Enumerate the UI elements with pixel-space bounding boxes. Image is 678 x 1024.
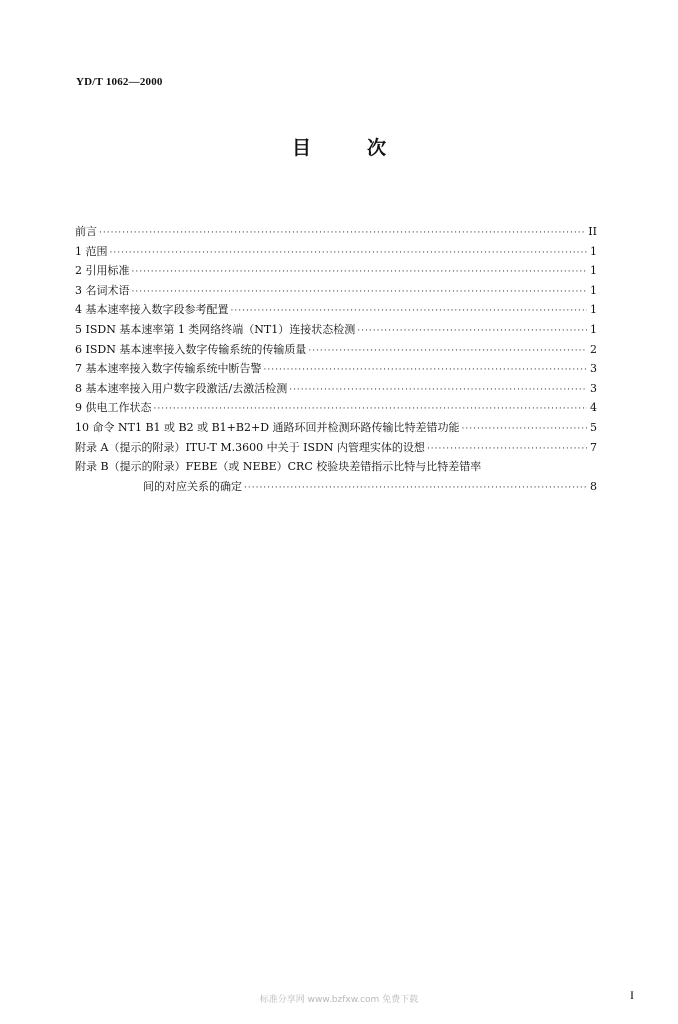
toc-page-number: II: [588, 225, 597, 238]
toc-page-number: 3: [590, 381, 597, 395]
toc-entry-foreword[interactable]: [75, 223, 597, 243]
toc-entry-text: 7 基本速率接入数字传输系统中断告警: [75, 362, 262, 376]
toc-entry-text: 2 引用标准: [75, 264, 130, 278]
toc-page-number: 1: [590, 283, 597, 297]
toc-entry-text: 附录 A（提示的附录）ITU-T M.3600 中关于 ISDN 内管理实体的设想: [75, 440, 425, 454]
toc-page-number: 8: [590, 479, 597, 493]
toc-entry-4[interactable]: [75, 301, 597, 321]
toc-leader-dots: [132, 267, 588, 277]
toc-entry-6[interactable]: [75, 341, 597, 361]
title-part-1: 目: [291, 137, 311, 159]
toc-leader-dots: [357, 326, 587, 336]
toc-leader-dots: [244, 483, 587, 493]
toc-page-number: 7: [590, 440, 597, 454]
toc-leader-dots: [99, 228, 586, 238]
toc-page-number: 1: [590, 303, 597, 317]
toc-leader-dots: [264, 365, 588, 375]
toc-entry-appendix-b[interactable]: [75, 458, 597, 478]
toc-entry-text: 附录 B（提示的附录）FEBE（或 NEBE）CRC 校验块差错指示比特与比特差错率: [75, 460, 482, 474]
toc-entry-9[interactable]: [75, 399, 597, 419]
toc-entry-10[interactable]: [75, 419, 597, 439]
title-part-2: 次: [367, 137, 387, 159]
toc-page-number: 1: [590, 244, 597, 258]
toc-leader-dots: [308, 346, 587, 356]
toc-entry-1[interactable]: [75, 243, 597, 263]
toc-page-number: 5: [590, 420, 597, 434]
toc-entry-appendix-b-continued[interactable]: [75, 478, 597, 498]
toc-entry-text: 间的对应关系的确定: [143, 479, 242, 493]
toc-page-number: 2: [590, 342, 597, 356]
toc-leader-dots: [154, 404, 588, 414]
toc-entry-5[interactable]: [75, 321, 597, 341]
toc-entry-text: 10 命令 NT1 B1 或 B2 或 B1+B2+D 通路环回并检测环路传输比特差错功能: [75, 420, 460, 434]
toc-entry-appendix-a[interactable]: [75, 439, 597, 459]
toc-page-number: 3: [590, 362, 597, 376]
toc-leader-dots: [427, 444, 587, 454]
toc-entry-7[interactable]: [75, 360, 597, 380]
toc-entry-text: 1 范围: [75, 244, 108, 258]
toc-page-number: 1: [590, 264, 597, 278]
toc-entry-2[interactable]: [75, 262, 597, 282]
standard-code: YD/T 1062—2000: [76, 76, 163, 88]
toc-entry-text: 6 ISDN 基本速率接入数字传输系统的传输质量: [75, 342, 307, 356]
toc-entry-3[interactable]: [75, 282, 597, 302]
toc-entry-8[interactable]: [75, 380, 597, 400]
toc-leader-dots: [231, 306, 588, 316]
page-number: I: [630, 988, 634, 1002]
toc-entry-text: 8 基本速率接入用户数字段激活/去激活检测: [75, 381, 288, 395]
toc-entry-text: 5 ISDN 基本速率第 1 类网络终端（NT1）连接状态检测: [75, 322, 356, 336]
toc-entry-text: 4 基本速率接入数字段参考配置: [75, 303, 229, 317]
watermark-footer: 标准分享网 www.bzfxw.com 免费下载: [259, 995, 419, 1005]
toc-page-number: 1: [590, 322, 597, 336]
toc-leader-dots: [289, 385, 587, 395]
toc-leader-dots: [132, 287, 588, 297]
toc-entry-text: 3 名词术语: [75, 283, 130, 297]
toc-page-number: 4: [590, 401, 597, 415]
toc-entry-text: 9 供电工作状态: [75, 401, 152, 415]
toc-leader-dots: [110, 248, 588, 258]
toc-entry-text: 前言: [75, 225, 97, 238]
page-title: [0, 133, 678, 160]
toc-leader-dots: [462, 424, 587, 434]
table-of-contents: [75, 223, 597, 497]
